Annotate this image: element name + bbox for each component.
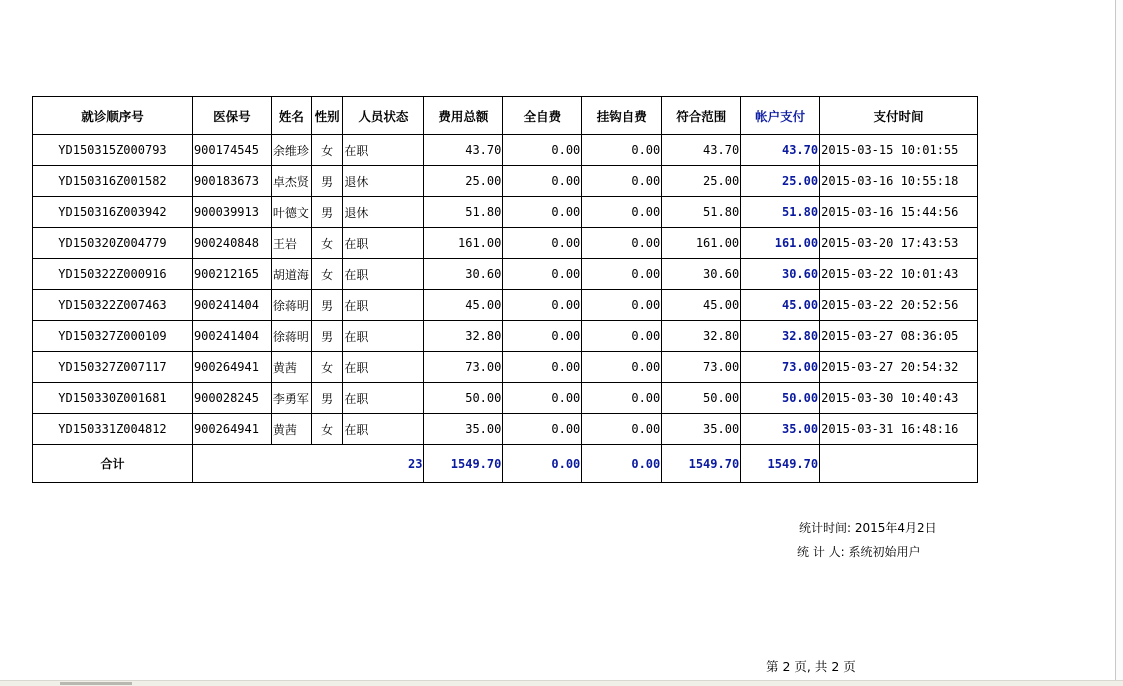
cell-self-pay: 0.00	[503, 352, 582, 383]
cell-insurance-no: 900039913	[192, 197, 271, 228]
cell-name: 李勇军	[271, 383, 311, 414]
cell-in-scope: 50.00	[662, 383, 741, 414]
col-header-insurance-no: 医保号	[192, 97, 271, 135]
table-row	[33, 228, 978, 259]
cell-self-pay: 0.00	[503, 135, 582, 166]
cell-fee-total: 50.00	[424, 383, 503, 414]
cell-linked-self-pay: 0.00	[582, 197, 662, 228]
cell-gender: 男	[311, 166, 343, 197]
cell-visit-no: YD150327Z000109	[33, 321, 193, 352]
cell-linked-self-pay: 0.00	[582, 321, 662, 352]
bottom-status-strip	[0, 680, 1123, 686]
cell-name: 徐蒋明	[271, 321, 311, 352]
cell-account-pay: 51.80	[741, 197, 820, 228]
total-label: 合计	[33, 445, 193, 483]
cell-status: 在职	[343, 135, 424, 166]
cell-in-scope: 45.00	[662, 290, 741, 321]
cell-fee-total: 45.00	[424, 290, 503, 321]
cell-in-scope: 43.70	[662, 135, 741, 166]
table-header-row	[33, 97, 978, 135]
cell-self-pay: 0.00	[503, 290, 582, 321]
cell-fee-total: 32.80	[424, 321, 503, 352]
cell-gender: 女	[311, 228, 343, 259]
cell-linked-self-pay: 0.00	[582, 228, 662, 259]
cell-linked-self-pay: 0.00	[582, 383, 662, 414]
table-row	[33, 259, 978, 290]
cell-insurance-no: 900241404	[192, 290, 271, 321]
cell-account-pay: 50.00	[741, 383, 820, 414]
cell-insurance-no: 900240848	[192, 228, 271, 259]
table-row	[33, 352, 978, 383]
col-header-status: 人员状态	[343, 97, 424, 135]
cell-self-pay: 0.00	[503, 166, 582, 197]
cell-in-scope: 32.80	[662, 321, 741, 352]
cell-status: 在职	[343, 259, 424, 290]
cell-in-scope: 51.80	[662, 197, 741, 228]
cell-pay-time: 2015-03-27 08:36:05	[820, 321, 978, 352]
cell-name: 王岩	[271, 228, 311, 259]
cell-visit-no: YD150316Z003942	[33, 197, 193, 228]
table-row	[33, 166, 978, 197]
cell-status: 在职	[343, 352, 424, 383]
cell-linked-self-pay: 0.00	[582, 166, 662, 197]
cell-pay-time: 2015-03-20 17:43:53	[820, 228, 978, 259]
cell-visit-no: YD150322Z007463	[33, 290, 193, 321]
total-count: 23	[192, 445, 423, 483]
cell-account-pay: 161.00	[741, 228, 820, 259]
cell-fee-total: 161.00	[424, 228, 503, 259]
cell-pay-time: 2015-03-27 20:54:32	[820, 352, 978, 383]
cell-account-pay: 45.00	[741, 290, 820, 321]
cell-in-scope: 30.60	[662, 259, 741, 290]
col-header-fee-total: 费用总额	[424, 97, 503, 135]
cell-gender: 女	[311, 352, 343, 383]
table-row	[33, 321, 978, 352]
cell-name: 卓杰贤	[271, 166, 311, 197]
cell-linked-self-pay: 0.00	[582, 352, 662, 383]
cell-self-pay: 0.00	[503, 197, 582, 228]
cell-self-pay: 0.00	[503, 228, 582, 259]
cell-name: 徐蒋明	[271, 290, 311, 321]
total-row	[33, 445, 978, 483]
cell-account-pay: 43.70	[741, 135, 820, 166]
table-row	[33, 383, 978, 414]
total-linked-self-pay: 0.00	[582, 445, 662, 483]
cell-insurance-no: 900264941	[192, 414, 271, 445]
cell-pay-time: 2015-03-22 10:01:43	[820, 259, 978, 290]
cell-account-pay: 25.00	[741, 166, 820, 197]
cell-visit-no: YD150327Z007117	[33, 352, 193, 383]
col-header-name: 姓名	[271, 97, 311, 135]
col-header-visit-no: 就诊顺序号	[33, 97, 193, 135]
col-header-linked-self-pay: 挂钩自费	[582, 97, 662, 135]
cell-in-scope: 25.00	[662, 166, 741, 197]
cell-linked-self-pay: 0.00	[582, 414, 662, 445]
cell-linked-self-pay: 0.00	[582, 259, 662, 290]
cell-name: 余维珍	[271, 135, 311, 166]
cell-self-pay: 0.00	[503, 383, 582, 414]
cell-visit-no: YD150322Z000916	[33, 259, 193, 290]
cell-insurance-no: 900212165	[192, 259, 271, 290]
cell-self-pay: 0.00	[503, 259, 582, 290]
cell-in-scope: 161.00	[662, 228, 741, 259]
cell-visit-no: YD150331Z004812	[33, 414, 193, 445]
cell-gender: 男	[311, 290, 343, 321]
page-indicator: 第 2 页, 共 2 页	[766, 659, 856, 674]
cell-gender: 女	[311, 259, 343, 290]
table-row	[33, 135, 978, 166]
cell-in-scope: 35.00	[662, 414, 741, 445]
cell-name: 黄茜	[271, 352, 311, 383]
report-table	[32, 96, 978, 483]
cell-gender: 女	[311, 414, 343, 445]
cell-status: 在职	[343, 383, 424, 414]
total-account-pay: 1549.70	[741, 445, 820, 483]
cell-linked-self-pay: 0.00	[582, 135, 662, 166]
cell-fee-total: 43.70	[424, 135, 503, 166]
col-header-self-pay: 全自费	[503, 97, 582, 135]
cell-fee-total: 25.00	[424, 166, 503, 197]
cell-pay-time: 2015-03-22 20:52:56	[820, 290, 978, 321]
table-row	[33, 414, 978, 445]
table-body	[33, 135, 978, 445]
cell-pay-time: 2015-03-31 16:48:16	[820, 414, 978, 445]
cell-in-scope: 73.00	[662, 352, 741, 383]
right-gutter	[1116, 0, 1123, 685]
col-header-account-pay: 帐户支付	[741, 97, 820, 135]
cell-gender: 男	[311, 197, 343, 228]
cell-visit-no: YD150316Z001582	[33, 166, 193, 197]
cell-pay-time: 2015-03-30 10:40:43	[820, 383, 978, 414]
cell-status: 在职	[343, 290, 424, 321]
cell-gender: 男	[311, 321, 343, 352]
cell-gender: 女	[311, 135, 343, 166]
cell-pay-time: 2015-03-15 10:01:55	[820, 135, 978, 166]
cell-fee-total: 35.00	[424, 414, 503, 445]
cell-account-pay: 35.00	[741, 414, 820, 445]
cell-gender: 男	[311, 383, 343, 414]
cell-insurance-no: 900241404	[192, 321, 271, 352]
cell-insurance-no: 900264941	[192, 352, 271, 383]
cell-insurance-no: 900183673	[192, 166, 271, 197]
col-header-in-scope: 符合范围	[662, 97, 741, 135]
cell-status: 在职	[343, 414, 424, 445]
stat-time: 统计时间: 2015年4月2日	[799, 521, 937, 535]
table-row	[33, 290, 978, 321]
cell-status: 退休	[343, 197, 424, 228]
cell-account-pay: 73.00	[741, 352, 820, 383]
cell-visit-no: YD150315Z000793	[33, 135, 193, 166]
cell-self-pay: 0.00	[503, 414, 582, 445]
col-header-pay-time: 支付时间	[820, 97, 978, 135]
stat-person: 统 计 人: 系统初始用户	[797, 545, 921, 559]
cell-status: 在职	[343, 321, 424, 352]
cell-account-pay: 30.60	[741, 259, 820, 290]
cell-visit-no: YD150320Z004779	[33, 228, 193, 259]
cell-name: 黄茜	[271, 414, 311, 445]
cell-fee-total: 51.80	[424, 197, 503, 228]
cell-pay-time: 2015-03-16 10:55:18	[820, 166, 978, 197]
cell-pay-time: 2015-03-16 15:44:56	[820, 197, 978, 228]
cell-fee-total: 30.60	[424, 259, 503, 290]
cell-name: 胡道海	[271, 259, 311, 290]
cell-self-pay: 0.00	[503, 321, 582, 352]
cell-insurance-no: 900028245	[192, 383, 271, 414]
table-row	[33, 197, 978, 228]
cell-insurance-no: 900174545	[192, 135, 271, 166]
col-header-gender: 性别	[311, 97, 343, 135]
cell-status: 退休	[343, 166, 424, 197]
cell-visit-no: YD150330Z001681	[33, 383, 193, 414]
cell-fee-total: 73.00	[424, 352, 503, 383]
total-self-pay: 0.00	[503, 445, 582, 483]
total-pay-time-empty	[820, 445, 978, 483]
total-in-scope: 1549.70	[662, 445, 741, 483]
cell-account-pay: 32.80	[741, 321, 820, 352]
cell-name: 叶德文	[271, 197, 311, 228]
cell-linked-self-pay: 0.00	[582, 290, 662, 321]
total-fee: 1549.70	[424, 445, 503, 483]
cell-status: 在职	[343, 228, 424, 259]
